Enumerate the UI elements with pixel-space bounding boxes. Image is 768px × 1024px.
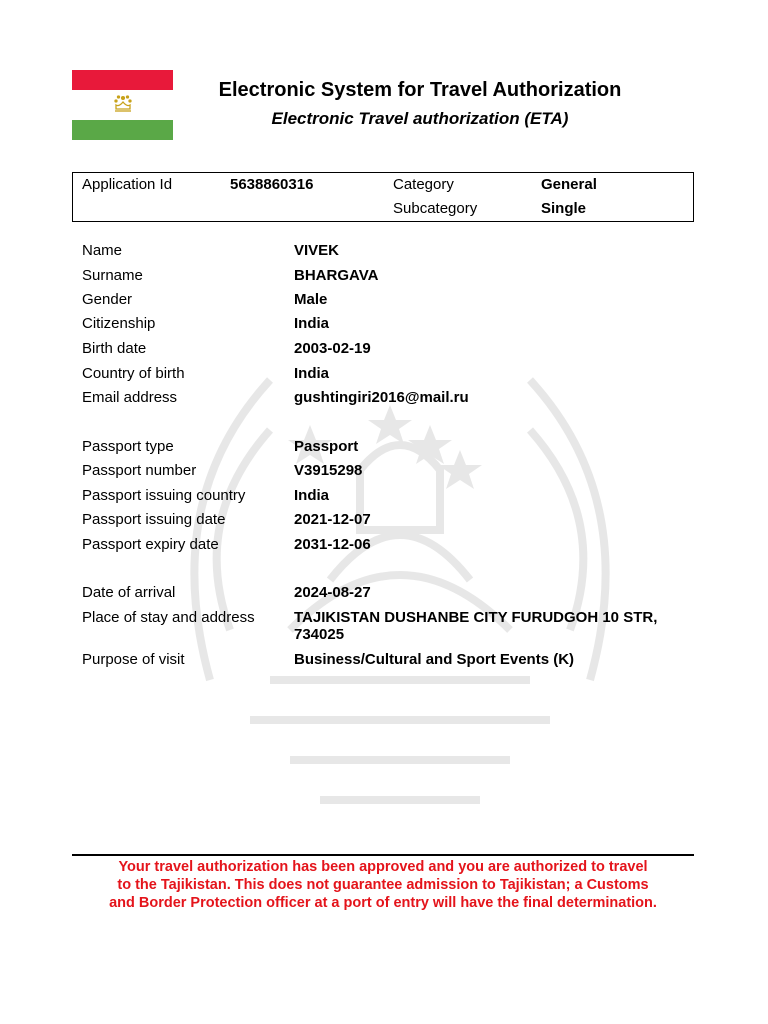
- detail-label: Purpose of visit: [82, 651, 185, 668]
- detail-label: Surname: [82, 267, 143, 284]
- detail-label: Passport type: [82, 438, 174, 455]
- detail-label: Passport issuing country: [82, 487, 246, 504]
- detail-value: BHARGAVA: [294, 267, 379, 284]
- detail-value: Passport: [294, 438, 359, 455]
- subcategory-value: Single: [541, 200, 587, 217]
- detail-value: gushtingiri2016@mail.ru: [294, 389, 469, 406]
- subcategory-label: Subcategory: [393, 200, 478, 217]
- detail-label: Citizenship: [82, 315, 156, 332]
- category-value: General: [541, 176, 597, 193]
- tajikistan-flag: [72, 70, 173, 140]
- flag-green-band: [72, 120, 173, 140]
- page-subtitle: Electronic Travel authorization (ETA): [271, 109, 569, 128]
- notice-divider: [72, 854, 694, 856]
- detail-label: Name: [82, 242, 123, 259]
- detail-label: Country of birth: [82, 365, 185, 382]
- detail-label: Gender: [82, 291, 133, 308]
- detail-label: Birth date: [82, 340, 147, 357]
- detail-label: Passport expiry date: [82, 536, 219, 553]
- detail-value: Business/Cultural and Sport Events (K): [294, 651, 575, 668]
- detail-label: Place of stay and address: [82, 609, 255, 626]
- detail-value: 2021-12-07: [294, 511, 371, 528]
- approval-notice-line: to the Tajikistan. This does not guarantee admission to Tajikistan; a Customs: [117, 877, 649, 893]
- detail-label: Date of arrival: [82, 584, 176, 601]
- application-id-value: 5638860316: [230, 176, 314, 193]
- detail-value: India: [294, 315, 330, 332]
- application-id-label: Application Id: [82, 176, 173, 193]
- detail-value: India: [294, 365, 330, 382]
- detail-value: TAJIKISTAN DUSHANBE CITY FURUDGOH 10 STR, 734025: [294, 609, 658, 643]
- flag-crown-icon: [110, 92, 136, 118]
- approval-notice: [72, 858, 694, 912]
- flag-red-band: [72, 70, 173, 90]
- detail-value: India: [294, 487, 330, 504]
- detail-value: V3915298: [294, 462, 363, 479]
- detail-value: 2003-02-19: [294, 340, 371, 357]
- detail-value: 2024-08-27: [294, 584, 371, 601]
- page-title: Electronic System for Travel Authorization: [218, 79, 622, 101]
- detail-value: 2031-12-06: [294, 536, 371, 553]
- detail-label: Passport issuing date: [82, 511, 226, 528]
- detail-value: Male: [294, 291, 328, 308]
- category-label: Category: [393, 176, 454, 193]
- approval-notice-line: Your travel authorization has been approved and you are authorized to travel: [118, 859, 648, 875]
- detail-value: VIVEK: [294, 242, 340, 259]
- application-summary-box: [72, 172, 694, 222]
- detail-label: Email address: [82, 389, 178, 406]
- approval-notice-line: and Border Protection officer at a port of entry will have the final determination.: [109, 895, 657, 911]
- detail-label: Passport number: [82, 462, 197, 479]
